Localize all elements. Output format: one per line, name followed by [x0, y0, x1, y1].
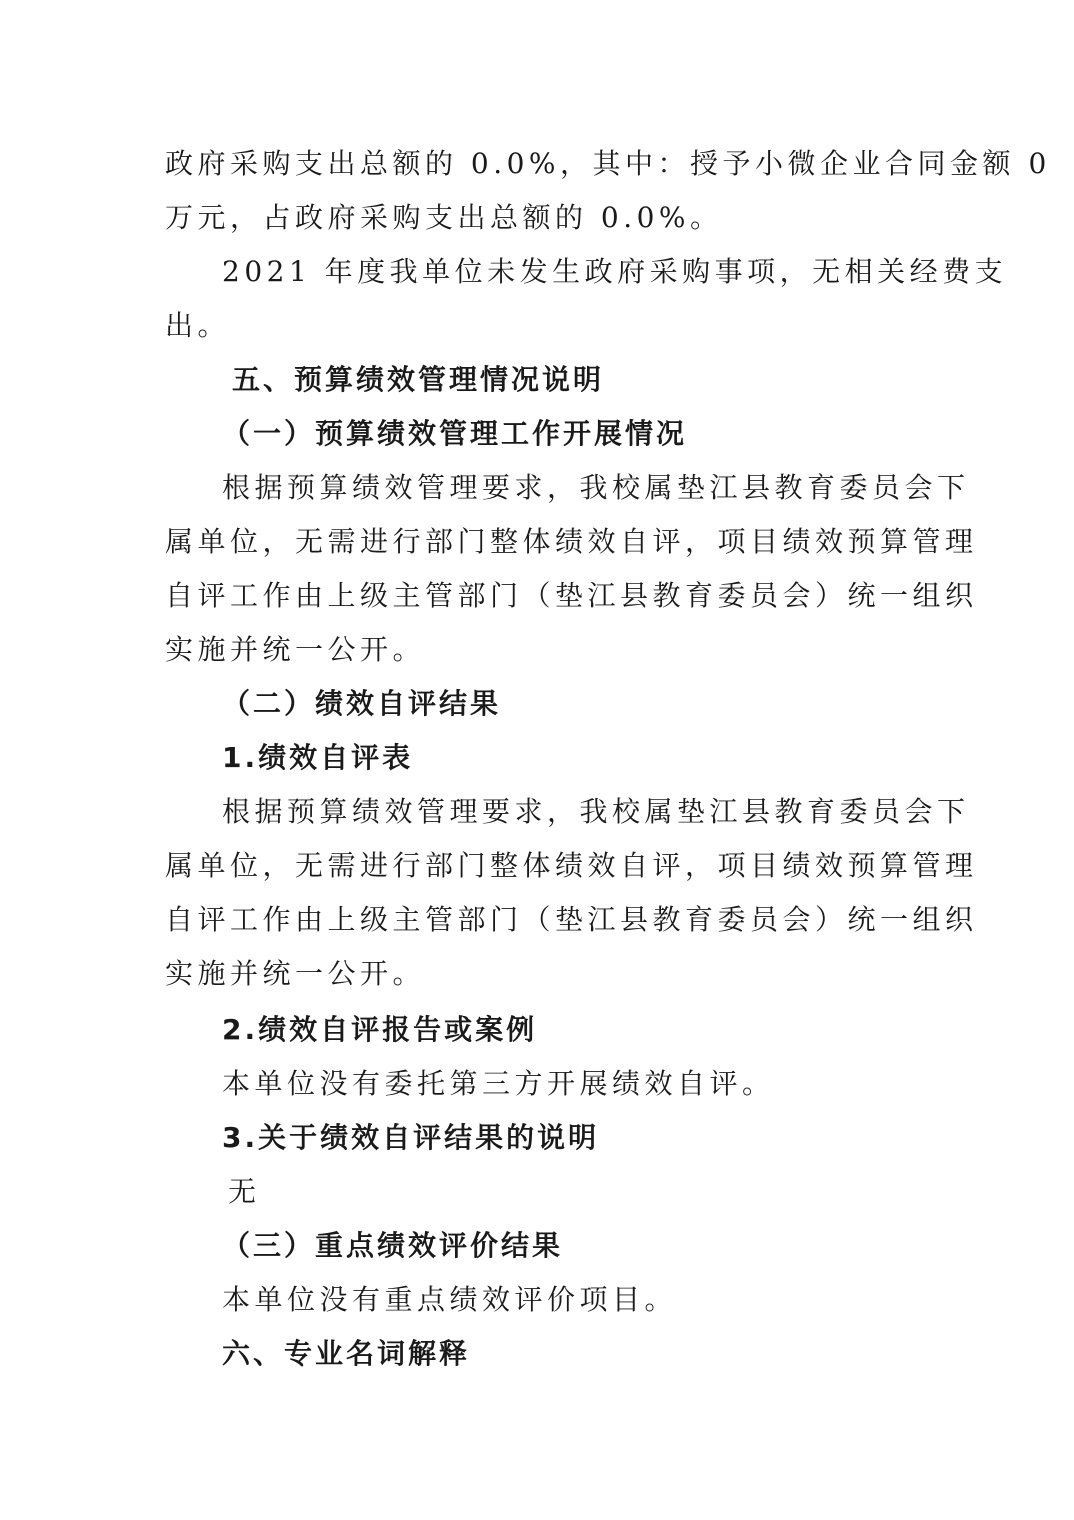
- paragraph-line: 政府采购支出总额的 0.0%，其中：授予小微企业合同金额 0: [165, 147, 1051, 180]
- section-heading: 五、预算绩效管理情况说明: [232, 363, 605, 396]
- item-heading: 2.绩效自评报告或案例: [222, 1013, 538, 1046]
- paragraph-line: 无: [228, 1175, 261, 1208]
- paragraph-line: 属单位，无需进行部门整体绩效自评，项目绩效预算管理: [165, 525, 978, 558]
- subsection-heading: （一）预算绩效管理工作开展情况: [222, 417, 688, 450]
- paragraph-line: 万元，占政府采购支出总额的 0.0%。: [165, 201, 723, 234]
- paragraph-line: 自评工作由上级主管部门（垫江县教育委员会）统一组织: [165, 903, 978, 936]
- paragraph-line: 根据预算绩效管理要求，我校属垫江县教育委员会下: [222, 471, 970, 504]
- subsection-heading: （三）重点绩效评价结果: [222, 1229, 564, 1262]
- paragraph-line: 出。: [165, 309, 231, 342]
- paragraph-line: 属单位，无需进行部门整体绩效自评，项目绩效预算管理: [165, 849, 978, 882]
- paragraph-line: 本单位没有委托第三方开展绩效自评。: [222, 1067, 775, 1100]
- paragraph-line: 2021 年度我单位未发生政府采购事项，无相关经费支: [222, 255, 1008, 288]
- paragraph-line: 根据预算绩效管理要求，我校属垫江县教育委员会下: [222, 795, 970, 828]
- section-heading: 六、专业名词解释: [222, 1337, 471, 1370]
- paragraph-line: 实施并统一公开。: [165, 633, 426, 666]
- paragraph-line: 自评工作由上级主管部门（垫江县教育委员会）统一组织: [165, 579, 978, 612]
- paragraph-line: 实施并统一公开。: [165, 957, 426, 990]
- item-heading: 3.关于绩效自评结果的说明: [222, 1121, 600, 1154]
- subsection-heading: （二）绩效自评结果: [222, 687, 502, 720]
- paragraph-line: 本单位没有重点绩效评价项目。: [222, 1283, 678, 1316]
- item-heading: 1.绩效自评表: [222, 741, 414, 774]
